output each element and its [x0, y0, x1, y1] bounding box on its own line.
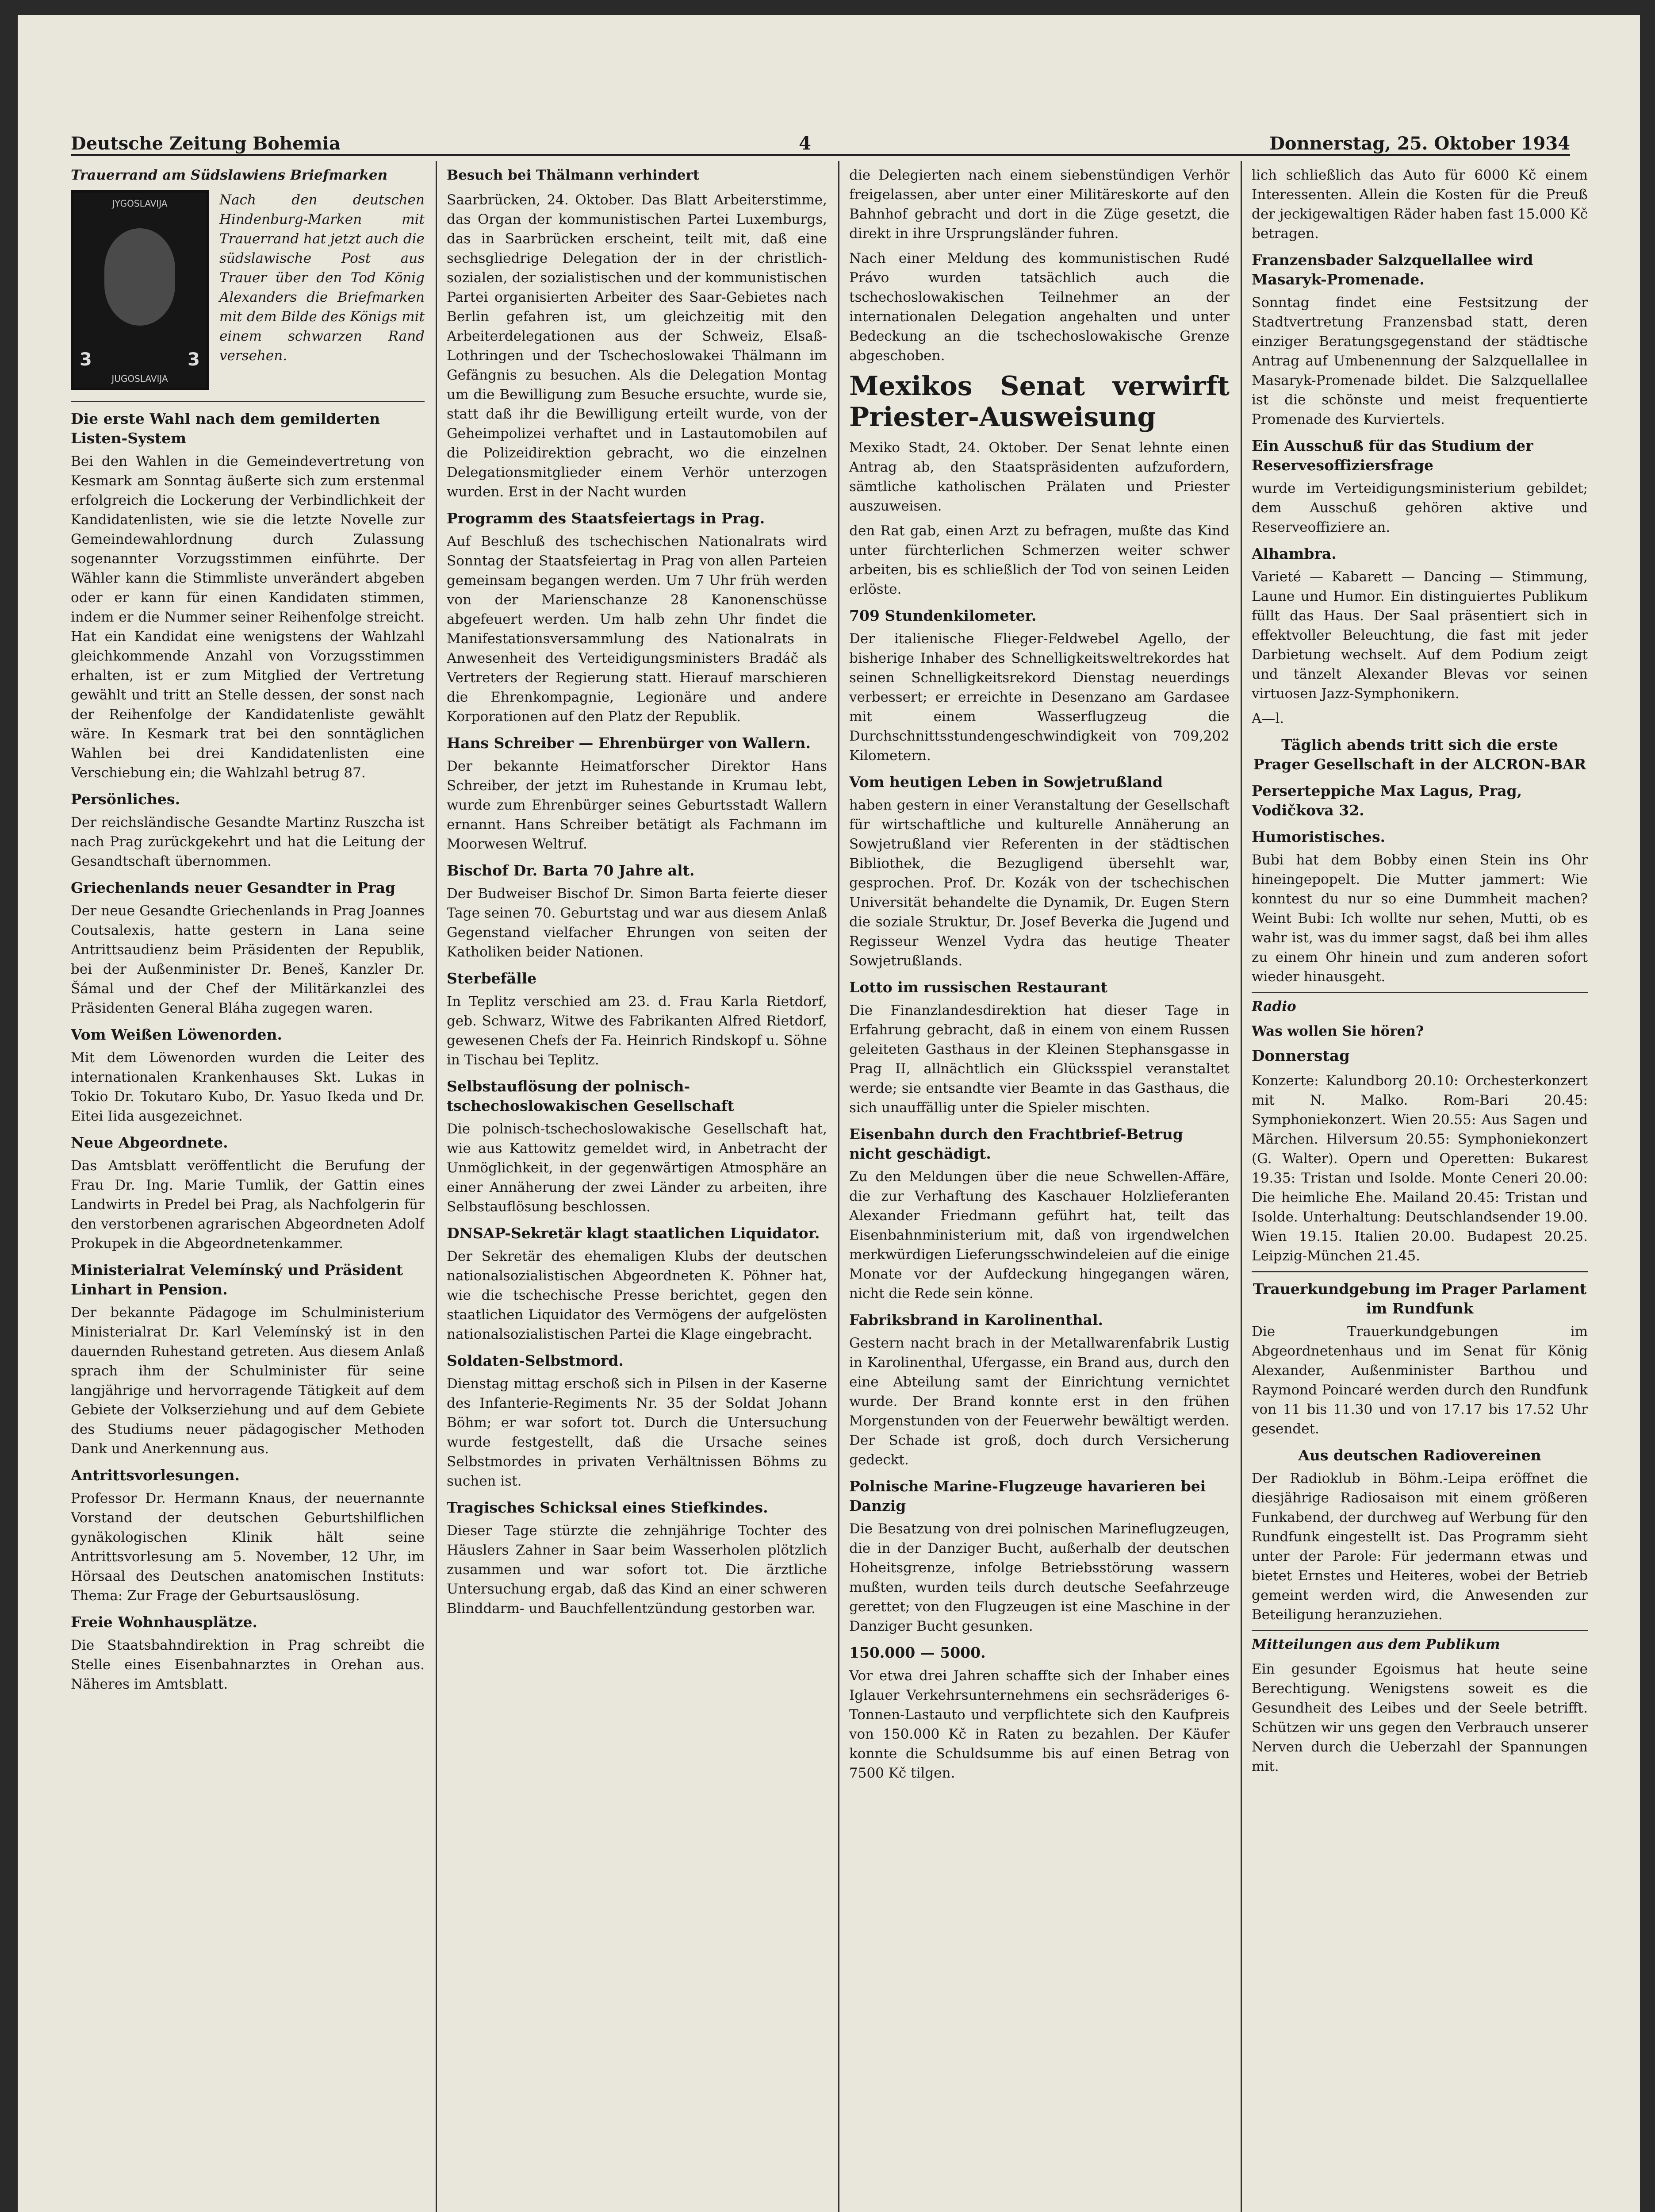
article-title: Aus deutschen Radiovereinen: [1298, 1447, 1541, 1464]
article-body: Ein gesunder Egoismus hat heute seine Berechtigung. Wenigstens soweit es die Gesundheit des Leibes und der Seele betrifft. Schützen wir uns gegen den Verbrauch unserer Nerven durch die Ueberzahl der Spannungen mit.: [1252, 1661, 1588, 1774]
article-title: Antrittsvorlesungen.: [71, 1467, 240, 1484]
king-portrait: [104, 228, 175, 326]
article-body: Mit dem Löwenorden wurden die Leiter des internationalen Krankenhauses Skt. Lukas in Tokio Dr. Tokutaro Kubo, Dr. Yasuo Ikeda und Dr. Eitei Iida ausgezeichnet.: [71, 1050, 425, 1124]
article-title: Lotto im russischen Restaurant: [849, 979, 1107, 996]
article-title: Sterbefälle: [447, 970, 537, 987]
article-title: Vom Weißen Löwenorden.: [71, 1026, 283, 1043]
article-title: Vom heutigen Leben in Sowjetrußland: [849, 773, 1163, 791]
article-body: Gestern nacht brach in der Metallwarenfabrik Lustig in Karolinenthal, Ufergasse, ein Brand aus, durch den eine Abteilung samt der Einrichtung vernichtet wurde. Der Brand konnte erst in den frühen Morgenstunden von der Feuerwehr bewältigt werden. Der Schade ist groß, doch durch Versicherung gedeckt.: [849, 1335, 1230, 1468]
article-body: Der Budweiser Bischof Dr. Simon Barta feierte dieser Tage seinen 70. Geburtstag und war aus diesem Anlaß Gegenstand vielfacher Ehrungen von seiten der Katholiken beider Nationen.: [447, 886, 827, 960]
article-title: Alhambra.: [1252, 545, 1337, 562]
column-rule: [436, 161, 437, 2212]
article-body: Zu den Meldungen über die neue Schwellen-Affäre, die zur Verhaftung des Kaschauer Holzlieferanten Alexander Friedmann geführt hat, teilt das Eisenbahnministerium mit, daß von irgendwelchen merkwürdigen Lieferungsschwindeleien auf die einige Monate vor der Aufdeckung hingegangen wären, nicht die Rede sein könne.: [849, 1169, 1230, 1302]
masthead-title: Deutsche Zeitung Bohemia: [71, 133, 341, 154]
article-body: Die Staatsbahndirektion in Prag schreibt die Stelle eines Eisenbahnarztes in Orehan aus. Näheres im Amtsblatt.: [71, 1637, 425, 1692]
article-title: Polnische Marine-Flugzeuge havarieren bei Danzig: [849, 1478, 1206, 1514]
advertisement: Perserteppiche Max Lagus, Prag, Vodičkova 32.: [1252, 782, 1522, 819]
radio-title: Radio: [1252, 998, 1296, 1014]
article-body: Nach einer Meldung des kommunistischen Rudé Právo wurden tatsächlich auch die tschechoslowakischen Teilnehmer an der internationalen Delegation angehalten und unter Bedeckung an die tschechoslowakische Grenze abgeschoben.: [849, 250, 1230, 364]
signature: A—l.: [1252, 710, 1284, 726]
radio-subtitle: Was wollen Sie hören?: [1252, 1023, 1424, 1039]
article-body: Der reichsländische Gesandte Martinz Ruszcha ist nach Prag zurückgekehrt und hat die Leitung der Gesandtschaft übernommen.: [71, 814, 425, 869]
publikum-title: Mitteilungen aus dem Publikum: [1252, 1636, 1500, 1652]
stamps-headline: Trauerrand am Südslawiens Briefmarken: [71, 167, 388, 183]
article-title: 150.000 — 5000.: [849, 1644, 986, 1661]
article-title: DNSAP-Sekretär klagt staatlichen Liquidator.: [447, 1225, 820, 1242]
article-body: Der italienische Flieger-Feldwebel Agello, der bisherige Inhaber des Schnelligkeitsweltrekordes hat seinen Schnelligkeitsrekord Dienstag neuerdings verbessert; er erreichte in Desenzano am Gardasee mit einem Wasserflugzeug die Durchschnittsstundengeschwindigkeit von 709,202 Kilometern.: [849, 631, 1230, 764]
article-body: Die Finanzlandesdirektion hat dieser Tage in Erfahrung gebracht, daß in einem von einem Russen geleiteten Gasthaus in der Kleinen Stephansgasse in Prag II, allnächtlich ein Glücksspiel veranstaltet werde; sie entsandte vier Beamte in das Gasthaus, die sich unauffällig unter die Spieler mischten.: [849, 1002, 1230, 1116]
article-title: Soldaten-Selbstmord.: [447, 1352, 624, 1369]
article-body: Die Besatzung von drei polnischen Marineflugzeugen, die in der Danziger Bucht, außerhalb der deutschen Hoheitsgrenze, infolge Betriebsstörung wassern mußten, wurden teils durch deutsche Seefahrzeuge gerettet; von den Flugzeugen ist eine Maschine in der Danziger Bucht gesunken.: [849, 1521, 1230, 1634]
article-title: Ministerialrat Velemínský und Präsident Linhart in Pension.: [71, 1261, 403, 1298]
article-body: Die polnisch-tschechoslowakische Gesellschaft hat, wie aus Kattowitz gemeldet wird, in Anbetracht der Unmöglichkeit, in der gegenwärtigen Atmosphäre an einer Annäherung der zwei Länder zu arbeiten, ihre Selbstauflösung beschlossen.: [447, 1121, 827, 1215]
column-2: [447, 165, 827, 2212]
stamp-image: [71, 190, 209, 390]
article-body: Mexiko Stadt, 24. Oktober. Der Senat lehnte einen Antrag ab, den Staatspräsidenten aufzufordern, sämtliche katholischen Prälaten und Priester auszuweisen.: [849, 440, 1230, 514]
thaelmann-headline: Besuch bei Thälmann verhindert: [447, 167, 700, 183]
article-body: Der bekannte Pädagoge im Schulministerium Ministerialrat Dr. Karl Velemínský ist in den dauernden Ruhestand getreten. Aus diesem Anlaß sprach ihm der Schulminister für seine langjährige und hervorragende Tätigkeit auf dem Gebiete der Volkserziehung und auf dem Gebiete des Studiums neuer pädagogischer Methoden Dank und Anerkennung aus.: [71, 1305, 425, 1457]
article-body: Das Amtsblatt veröffentlicht die Berufung der Frau Dr. Ing. Marie Tumlik, der Gattin eines Landwirts in Predel bei Prag, als Nachfolgerin für den verstorbenen agrarischen Abgeordneten Adolf Prokupek in die Abgeordnetenkammer.: [71, 1158, 425, 1252]
column-1: [71, 165, 425, 2212]
article-title: Neue Abgeordnete.: [71, 1134, 228, 1151]
stamp-country-bottom: JUGOSLAVIJA: [111, 373, 168, 384]
newspaper-page: [18, 15, 1640, 2212]
stamp-value-right: 3: [188, 349, 200, 370]
radio-program: Konzerte: Kalundborg 20.10: Orchesterkonzert mit N. Malko. Rom-Bari 20.45: Symphoniekonzert. Wien 20.55: Aus Sagen und Märchen. Hilversum 20.55: Symphoniekonzert (G. Walter). Opern und Operetten: Bukarest 19.35: Tristan und Isolde. Monte Ceneri 20.00: Die heimliche Ehe. Mailand 20.45: Tristan und Isolde. Unterhaltung: Deutschlandsender 19.00. Wien 19.15. Italien 20.00. Budapest 20.25. Leipzig-München 21.45.: [1252, 1073, 1588, 1264]
masthead-date: Donnerstag, 25. Oktober 1934: [1269, 133, 1570, 154]
article-body: Auf Beschluß des tschechischen Nationalrats wird Sonntag der Staatsfeiertag in Prag von allen Parteien gemeinsam begangen werden. Um 7 Uhr früh werden von der Marienschanze 28 Kanonenschüsse abgefeuert werden. Um halb zehn Uhr findet die Manifestationsversammlung des Nationalrats in Anwesenheit des Verteidigungsministers Bradáč als Vertreters der Regierung statt. Hierauf marschieren die Ehrenkompagnie, Legionäre und andere Korporationen auf den Platz der Republik.: [447, 534, 827, 725]
article-title: Selbstauflösung der polnisch-tschechoslowakischen Gesellschaft: [447, 1078, 734, 1114]
article-title: Humoristisches.: [1252, 828, 1386, 845]
article-body: Professor Dr. Hermann Knaus, der neuernannte Vorstand der deutschen Geburtshilflichen gynäkologischen Klinik hält seine Antrittsvorlesung am 5. November, 12 Uhr, im Hörsaal des Deutschen anatomischen Instituts: Thema: Zur Frage der Geburtsauslösung.: [71, 1490, 425, 1604]
masthead: [71, 129, 1570, 156]
article-body: den Rat gab, einen Arzt zu befragen, mußte das Kind unter fürchterlichen Schmerzen weiter schwer arbeiten, bis es schließlich der Tod von seinen Leiden erlöste.: [849, 523, 1230, 597]
stamp-article: [71, 190, 425, 396]
mexico-headline: Mexikos Senat verwirft Priester-Ausweisung: [849, 371, 1230, 433]
article-body: Bei den Wahlen in die Gemeindevertretung von Kesmark am Sonntag äußerte sich zum erstenmal erfolgreich die Lockerung der Verbindlichkeit der Kandidatenlisten, wie sie die letzte Novelle zur Gemeindewahlordnung durch Zulassung sogenannter Vorzugsstimmen einführte. Der Wähler kann die Stimmliste unverändert abgeben oder er kann für einen Kandidaten stimmen, indem er die Nummer seiner Reihenfolge streicht. Hat ein Kandidat eine wenigstens der Wahlzahl gleichkommende Anzahl von Vorzugsstimmen erhalten, ist er zum Mitglied der Vertretung gewählt und tritt an Stelle dessen, der sonst nach der Reihenfolge der Kandidatenliste gewählt wäre. In Kesmark trat bei den sonntäglichen Wahlen bei drei Kandidatenlisten eine Verschiebung ein; die Wahlzahl betrug 87.: [71, 453, 425, 781]
article-title: Franzensbader Salzquellallee wird Masaryk-Promenade.: [1252, 251, 1533, 288]
article-body: Sonntag findet eine Festsitzung der Stadtvertretung Franzensbad statt, deren einziger Beratungsgegenstand der städtische Antrag auf Umbenennung der Salzquellallee in Masaryk-Promenade bildet. Die Salzquellallee ist die schönste und meist frequentierte Promenade des Kurviertels.: [1252, 295, 1588, 427]
divider: [1252, 1630, 1588, 1631]
article-body: Saarbrücken, 24. Oktober. Das Blatt Arbeiterstimme, das Organ der kommunistischen Partei Luxemburgs, das in Saarbrücken erscheint, teilt mit, daß eine sechsgliedrige Delegation der in der christlich-sozialen, der sozialistischen und der kommunistischen Partei organisierten Arbeiter des Saar-Gebietes nach Berlin gefahren ist, um gleichzeitig mit den Arbeiterdelegationen aus der Schweiz, Elsaß-Lothringen und der Tschechoslowakei Thälmann im Gefängnis zu besuchen. Als die Delegation Montag um die Bewilligung zum Besuche ersuchte, wurde sie, statt daß ihr die Bewilligung erteilt wurde, von der Geheimpolizei verhaftet und in Lastautomobilen auf die Polizeidirektion gebracht, wo die einzelnen Delegationsmitglieder einem Verhör unterzogen wurden. Erst in der Nacht wurden: [447, 192, 827, 500]
article-body: Der bekannte Heimatforscher Direktor Hans Schreiber, der jetzt im Ruhestande in Krumau lebt, wurde zum Ehrenbürger seines Geburtsstadt Wallern ernannt. Hans Schreiber betätigt als Fachmann im Moorwesen Weltruf.: [447, 758, 827, 852]
article-body: Dienstag mittag erschoß sich in Pilsen in der Kaserne des Infanterie-Regiments Nr. 35 der Soldat Johann Böhm; er war sofort tot. Durch die Untersuchung wurde festgestellt, daß die Ursache seines Selbstmordes in privaten Verhältnissen Böhms zu suchen ist.: [447, 1376, 827, 1489]
article-title: Programm des Staatsfeiertags in Prag.: [447, 510, 765, 527]
radio-day: Donnerstag: [1252, 1047, 1350, 1065]
article-body: Bubi hat dem Bobby einen Stein ins Ohr hineingepopelt. Die Mutter jammert: Wie konntest du nur so eine Dummheit machen? Weint Bubi: Ich wollte nur sehen, Mutti, ob es wahr ist, was du immer sagst, daß bei ihm alles zu einem Ohr hinein und zum anderen sofort wieder hinausgeht.: [1252, 852, 1588, 985]
article-body: Der Radioklub in Böhm.-Leipa eröffnet die diesjährige Radiosaison mit einem größeren Funkabend, der durchweg auf Werbung für den Rundfunk eingestellt ist. Das Programm sieht unter der Parole: Für jedermann etwas und bietet Ernstes und Heiteres, wobei der Betrieb gemeint werden wird, die Anwesenden zur Beteiligung heranzuziehen.: [1252, 1471, 1588, 1623]
article-title: Tragisches Schicksal eines Stiefkindes.: [447, 1499, 768, 1516]
column-4: [1252, 165, 1588, 2212]
article-body: Der neue Gesandte Griechenlands in Prag Joannes Coutsalexis, hatte gestern in Lana seine Antrittsaudienz beim Präsidenten der Republik, bei der Außenminister Dr. Beneš, Kanzler Dr. Šámal und der Chef der Militärkanzlei des Präsidenten General Bláha zugegen waren.: [71, 903, 425, 1016]
article-body: Dieser Tage stürzte die zehnjährige Tochter des Häuslers Zahner in Saar beim Wasserholen plötzlich zusammen und war sofort tot. Die ärztliche Untersuchung ergab, daß das Kind an einer schweren Blinddarm- und Bauchfellentzündung gestorben war.: [447, 1523, 827, 1617]
divider: [71, 401, 425, 402]
article-body: wurde im Verteidigungsministerium gebildet; dem Ausschuß gehören aktive und Reserveoffiziere an.: [1252, 480, 1588, 535]
article-title: Griechenlands neuer Gesandter in Prag: [71, 879, 396, 896]
article-title: Freie Wohnhausplätze.: [71, 1613, 258, 1631]
divider: [1252, 992, 1588, 993]
article-title: Bischof Dr. Barta 70 Jahre alt.: [447, 862, 695, 879]
article-title: Persönliches.: [71, 791, 180, 808]
article-body: Vor etwa drei Jahren schaffte sich der Inhaber eines Iglauer Verkehrsunternehmens ein sechsräderiges 6-Tonnen-Lastauto und verpflichtete sich den Kaufpreis von 150.000 Kč in Raten zu bezahlen. Der Käufer konnte die Schuldsumme bis auf einen Betrag von 7500 Kč tilgen.: [849, 1668, 1230, 1781]
article-body: Der Sekretär des ehemaligen Klubs der deutschen nationalsozialistischen Abgeordneten K. Pöhner hat, wie die tschechische Presse berichtet, gegen den staatlichen Liquidator des Vermögens der aufgelösten nationalsozialistischen Partei die Klage eingebracht.: [447, 1248, 827, 1342]
stamp-value-left: 3: [80, 349, 92, 370]
page-number: 4: [799, 133, 811, 154]
article-title: Die erste Wahl nach dem gemilderten Listen-System: [71, 410, 380, 447]
article-title: Ein Ausschuß für das Studium der Reservesoffiziersfrage: [1252, 437, 1533, 474]
article-body: lich schließlich das Auto für 6000 Kč einem Interessenten. Allein die Kosten für die Preuß der jeckigewaltigen Räder haben fast 15.000 Kč betragen.: [1252, 167, 1588, 242]
article-body: In Teplitz verschied am 23. d. Frau Karla Rietdorf, geb. Schwarz, Witwe des Fabrikanten Alfred Rietdorf, gewesenen Chefs der Fa. Heinrich Rindskopf u. Söhne in Tischau bei Teplitz.: [447, 994, 827, 1068]
article-body: Die Trauerkundgebungen im Abgeordnetenhaus und im Senat für König Alexander, Außenminister Barthou und Raymond Poincaré werden durch den Rundfunk von 11 bis 11.30 und von 17.17 bis 17.52 Uhr gesendet.: [1252, 1324, 1588, 1437]
article-title: 709 Stundenkilometer.: [849, 607, 1037, 624]
article-body: haben gestern in einer Veranstaltung der Gesellschaft für wirtschaftliche und kulturelle Annäherung an Sowjetrußland vier Referenten in der städtischen Bibliothek, die Bezugligend übersehlt war, gesprochen. Prof. Dr. Kozák von der tschechischen Universität behandelte die Dynamik, Dr. Eugen Stern die soziale Struktur, Dr. Josef Beverka die Jugend und Regisseur Wenzel Vydra das heutige Theater Sowjetrußlands.: [849, 797, 1230, 969]
article-title: Fabriksbrand in Karolinenthal.: [849, 1311, 1103, 1329]
advertisement: Täglich abends tritt sich die erste Prager Gesellschaft in der ALCRON-BAR: [1253, 736, 1586, 773]
column-3: [849, 165, 1230, 2212]
column-rule: [1241, 161, 1242, 2212]
divider: [1252, 1271, 1588, 1272]
article-body: die Delegierten nach einem siebenstündigen Verhör freigelassen, aber unter einer Militäreskorte auf den Bahnhof gebracht und dort in die Züge gesetzt, die direkt in ihre Ursprungsländer fuhren.: [849, 167, 1230, 242]
article-body: Varieté — Kabarett — Dancing — Stimmung, Laune und Humor. Ein distinguiertes Publikum füllt das Haus. Der Saal präsentiert sich in effektvoller Beleuchtung, die fast mit jeder Darbietung wechselt. Auf dem Podium zeigt und tänzelt Alexander Blevas vor seinen virtuosen Jazz-Symphonikern.: [1252, 569, 1588, 702]
column-rule: [838, 161, 839, 2212]
article-title: Trauerkundgebung im Prager Parlament im Rundfunk: [1253, 1280, 1587, 1317]
article-title: Hans Schreiber — Ehrenbürger von Wallern.: [447, 734, 811, 752]
article-title: Eisenbahn durch den Frachtbrief-Betrug nicht geschädigt.: [849, 1125, 1184, 1162]
stamp-caption: Nach den deutschen Hindenburg-Marken mit Trauerrand hat jetzt auch die südslawische Post aus Trauer über den Tod König Alexanders die Briefmarken mit dem Bilde des Königs mit einem schwarzen Rand versehen.: [219, 192, 425, 364]
stamp-country-top: JYGOSLAVIJA: [112, 198, 168, 209]
